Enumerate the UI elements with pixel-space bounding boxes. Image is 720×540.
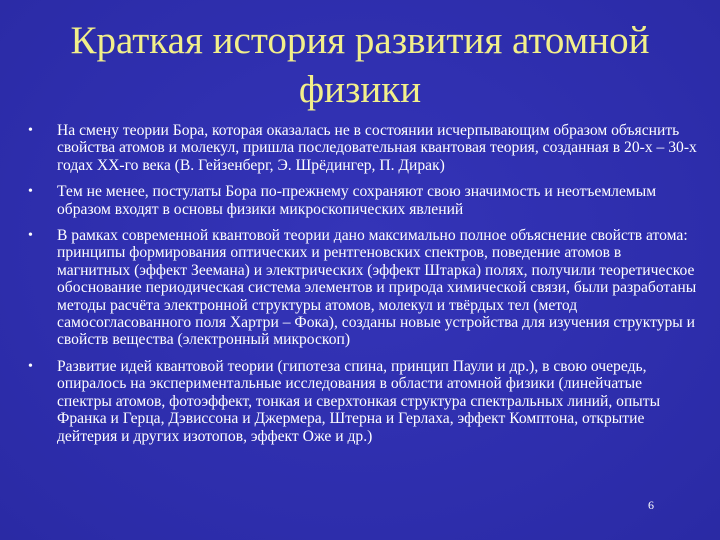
bullet-text: На смену теории Бора, которая оказалась не в состоянии исчерпывающим образом объяснить свойства атомов и молекул, пришла последовательная квантовая теория, созданная в 20-х – 30-х годах XX-го века (В. Гейзенберг, Э. Шрёдингер, П. Дирак) [57, 122, 697, 174]
slide-title [20, 16, 700, 114]
bullet-text: В рамках современной квантовой теории дано максимально полное объяснение свойств атома: принципы формирования оптических и рентгеновских спектров, поведение атомов в магнитных (эффект Зеемана) и электрических (эффект Штарка) полях, получили теоретическое обоснование периодическая система элементов и природа химической связи, были разработаны методы расчёта электронной структуры атомов, молекул и твёрдых тел (метод самосогласованного поля Хартри – Фока), созданы новые устройства для изучения структуры и свойств вещества (электронный микроскоп) [57, 227, 697, 349]
bullet-dot-icon: • [28, 184, 33, 200]
bullet-item-2 [26, 183, 698, 218]
slide-title-line-1: Краткая история развития атомной [70, 19, 650, 62]
bullet-item-1 [26, 122, 698, 174]
bullet-text: Тем не менее, постулаты Бора по-прежнему сохраняют свою значимость и неотъемлемым образом входят в основы физики микроскопических явлений [57, 183, 657, 218]
bullet-dot-icon: • [28, 123, 33, 138]
bullet-text: Развитие идей квантовой теории (гипотеза спина, принцип Паули и др.), в свою очередь, опиралось на экспериментальные исследования в области атомной физики (линейчатые спектры атомов, фотоэффект, тонкая и сверхтонкая структура спектральных линий, опыты Франка и Герца, Дэвиссона и Джермера, Штерна и Герлаха, эффект Комптона, открытие дейтерия и других изотопов, эффект Оже и др.) [57, 357, 661, 445]
bullet-list [26, 122, 698, 454]
bullet-item-3 [26, 227, 698, 349]
bullet-dot-icon: • [28, 358, 33, 374]
page-number: 6 [648, 498, 654, 512]
bullet-item-4 [26, 358, 698, 445]
bullet-dot-icon: • [28, 228, 33, 244]
slide-title-line-2: физики [298, 68, 422, 111]
